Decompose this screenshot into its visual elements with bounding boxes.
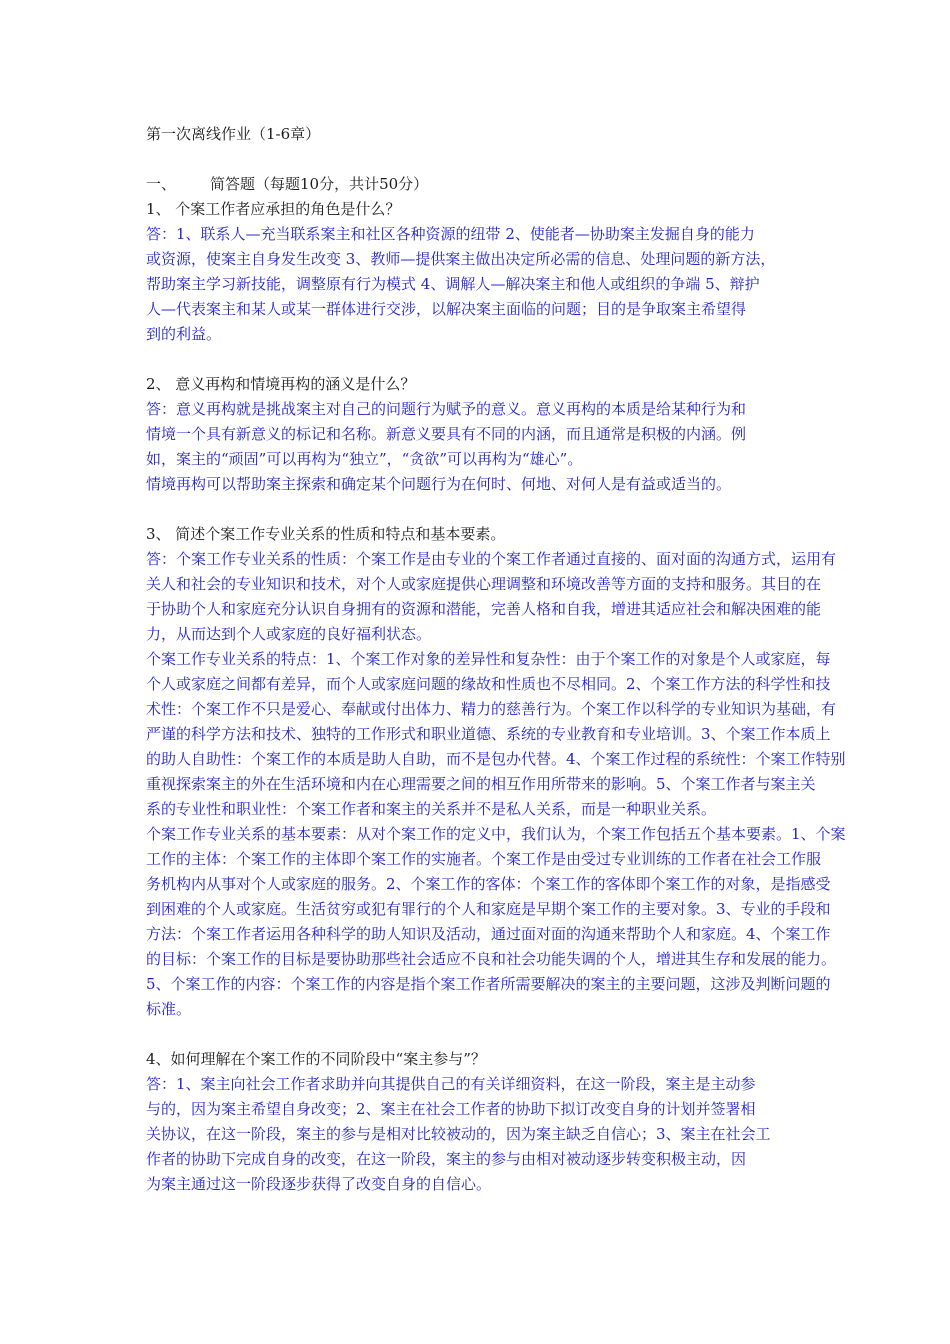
answer-line: 答：意义再构就是挑战案主对自己的问题行为赋予的意义。意义再构的本质是给某种行为和 [146, 400, 747, 418]
spacer [146, 497, 906, 522]
spacer [146, 347, 906, 372]
answer-line: 方法：个案工作者运用各种科学的助人知识及活动，通过面对面的沟通来帮助个人和家庭。4、个案工作 [146, 925, 831, 943]
answer-line: 到困难的个人或家庭。生活贫穷或犯有罪行的个人和家庭是早期个案工作的主要对象。3、专业的手段和 [146, 900, 831, 918]
answer-line: 作者的协助下完成自身的改变，在这一阶段，案主的参与由相对被动逐步转变积极主动，因 [146, 1150, 747, 1168]
answer-line: 如，案主的“顽固”可以再构为“独立”，“贪欲”可以再构为“雄心”。 [146, 450, 583, 468]
answer-line: 于协助个人和家庭充分认识自身拥有的资源和潜能，完善人格和自我，增进其适应社会和解决困难的能 [146, 600, 822, 618]
answer-line: 为案主通过这一阶段逐步获得了改变自身的自信心。 [146, 1175, 492, 1193]
answer-line: 或资源，使案主自身发生改变 3、教师—提供案主做出决定所必需的信息、处理问题的新方法， [146, 250, 776, 268]
answer-line: 个案工作专业关系的特点：1、个案工作对象的差异性和复杂性：由于个案工作的对象是个人或家庭，每 [146, 650, 831, 668]
spacer [146, 1022, 906, 1047]
answer-line: 的目标：个案工作的目标是要协助那些社会适应不良和社会功能失调的个人，增进其生存和发展的能力。 [146, 950, 837, 968]
answer-line: 帮助案主学习新技能，调整原有行为模式 4、调解人—解决案主和他人或组织的争端 5、辩护 [146, 275, 760, 293]
question-block [146, 1047, 906, 1197]
question-block [146, 372, 906, 497]
document-title: 第一次离线作业（1-6章） [146, 125, 321, 143]
document-page [146, 122, 906, 1197]
answer-line: 答：1、联系人—充当联系案主和社区各种资源的纽带 2、使能者—协助案主发掘自身的能力 [146, 225, 755, 243]
question-block [146, 522, 906, 1022]
question-block [146, 197, 906, 347]
answer-line: 严谨的科学方法和技术、独特的工作形式和职业道德、系统的专业教育和专业培训。3、个案工作本质上 [146, 725, 831, 743]
answer-line: 个案工作专业关系的基本要素：从对个案工作的定义中，我们认为，个案工作包括五个基本要素。1、个案 [146, 825, 846, 843]
answer-line: 到的利益。 [146, 325, 222, 343]
spacer [146, 147, 906, 172]
answer-line: 标准。 [146, 1000, 192, 1018]
answer-line: 术性：个案工作不只是爱心、奉献或付出体力、精力的慈善行为。个案工作以科学的专业知识为基础，有 [146, 700, 837, 718]
answer-line: 工作的主体：个案工作的主体即个案工作的实施者。个案工作是由受过专业训练的工作者在社会工作服 [146, 850, 822, 868]
section-title: 简答题（每题10分，共计50分） [210, 175, 429, 193]
answer-line: 答：1、案主向社会工作者求助并向其提供自己的有关详细资料，在这一阶段，案主是主动参 [146, 1075, 756, 1093]
question-text: 3、 简述个案工作专业关系的性质和特点和基本要素。 [146, 525, 506, 543]
question-text: 2、 意义再构和情境再构的涵义是什么？ [146, 375, 416, 393]
answer-line: 系的专业性和职业性：个案工作者和案主的关系并不是私人关系，而是一种职业关系。 [146, 800, 717, 818]
answer-line: 人—代表案主和某人或某一群体进行交涉，以解决案主面临的问题；目的是争取案主希望得 [146, 300, 747, 318]
answer-line: 力，从而达到个人或家庭的良好福利状态。 [146, 625, 432, 643]
answer-line: 务机构内从事对个人或家庭的服务。2、个案工作的客体：个案工作的客体即个案工作的对象，是指感受 [146, 875, 831, 893]
answer-line: 答：个案工作专业关系的性质：个案工作是由专业的个案工作者通过直接的、面对面的沟通方式，运用有 [146, 550, 837, 568]
answer-line: 关人和社会的专业知识和技术，对个人或家庭提供心理调整和环境改善等方面的支持和服务。其目的在 [146, 575, 822, 593]
section-number: 一、 [146, 175, 177, 193]
answer-line: 5、个案工作的内容：个案工作的内容是指个案工作者所需要解决的案主的主要问题，这涉及判断问题的 [146, 975, 831, 993]
answer-line: 重视探索案主的外在生活环境和内在心理需要之间的相互作用所带来的影响。5、个案工作者与案主关 [146, 775, 816, 793]
answer-line: 关协议，在这一阶段，案主的参与是相对比较被动的，因为案主缺乏自信心；3、案主在社会工 [146, 1125, 771, 1143]
section-heading [146, 172, 906, 197]
questions-list [146, 197, 906, 1197]
answer-line: 情境一个具有新意义的标记和名称。新意义要具有不同的内涵，而且通常是积极的内涵。例 [146, 425, 747, 443]
question-text: 1、 个案工作者应承担的角色是什么？ [146, 200, 401, 218]
answer-line: 情境再构可以帮助案主探索和确定某个问题行为在何时、何地、对何人是有益或适当的。 [146, 475, 732, 493]
answer-line: 与的，因为案主希望自身改变；2、案主在社会工作者的协助下拟订改变自身的计划并签署相 [146, 1100, 756, 1118]
answer-line: 个人或家庭之间都有差异，而个人或家庭问题的缘故和性质也不尽相同。2、个案工作方法的科学性和技 [146, 675, 831, 693]
question-text: 4、如何理解在个案工作的不同阶段中“案主参与”？ [146, 1050, 486, 1068]
answer-line: 的助人自助性：个案工作的本质是助人自助，而不是包办代替。4、个案工作过程的系统性：个案工作特别 [146, 750, 846, 768]
